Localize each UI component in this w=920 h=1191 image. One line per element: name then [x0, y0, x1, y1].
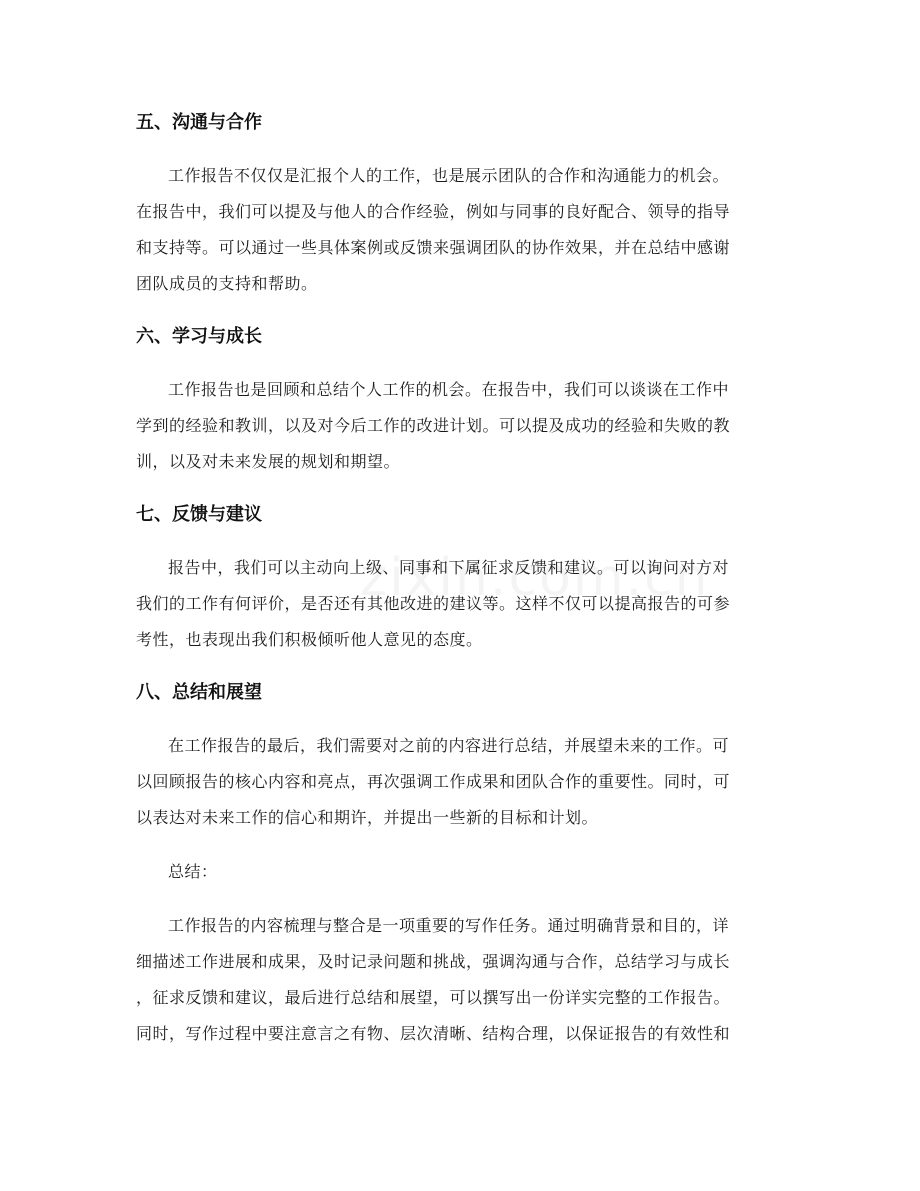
paragraph-line: 工作报告不仅仅是汇报个人的工作，也是展示团队的合作和沟通能力的机会。 — [168, 166, 730, 185]
paragraph-line: 工作报告的内容梳理与整合是一项重要的写作任务。通过明确背景和目的，详 — [168, 916, 730, 935]
paragraph-line: 细描述工作进展和成果，及时记录问题和挑战，强调沟通与合作，总结学习与成长 — [136, 952, 731, 971]
section-paragraph — [136, 158, 786, 302]
paragraph-line: 在报告中，我们可以提及与他人的合作经验，例如与同事的良好配合、领导的指导 — [136, 202, 731, 221]
summary-paragraph — [136, 908, 786, 1052]
paragraph-line: 工作报告也是回顾和总结个人工作的机会。在报告中，我们可以谈谈在工作中 — [168, 380, 730, 399]
paragraph-line: 报告中，我们可以主动向上级、同事和下属征求反馈和建议。可以询问对方对 — [168, 558, 730, 577]
summary-label: 总结： — [168, 862, 218, 881]
section-paragraph — [136, 372, 786, 480]
paragraph-line: 和支持等。可以通过一些具体案例或反馈来强调团队的协作效果，并在总结中感谢 — [136, 238, 731, 257]
section-heading: 五、沟通与合作 — [136, 112, 262, 133]
section-paragraph — [136, 550, 786, 658]
document-body — [136, 106, 786, 1070]
paragraph-line: ，征求反馈和建议，最后进行总结和展望，可以撰写出一份详实完整的工作报告。 — [136, 988, 731, 1007]
paragraph-line: 在工作报告的最后，我们需要对之前的内容进行总结，并展望未来的工作。可 — [168, 736, 730, 755]
paragraph-line: 以表达对未来工作的信心和期许，并提出一些新的目标和计划。 — [136, 808, 599, 827]
summary-label-paragraph — [136, 854, 786, 890]
paragraph-line: 我们的工作有何评价，是否还有其他改进的建议等。这样不仅可以提高报告的可参 — [136, 594, 731, 613]
section-heading: 六、学习与成长 — [136, 326, 262, 347]
paragraph-line: 训，以及对未来发展的规划和期望。 — [136, 452, 401, 471]
paragraph-line: 同时，写作过程中要注意言之有物、层次清晰、结构合理，以保证报告的有效性和 — [136, 1024, 731, 1043]
paragraph-line: 考性，也表现出我们积极倾听他人意见的态度。 — [136, 630, 483, 649]
section-heading: 七、反馈与建议 — [136, 504, 262, 525]
section-paragraph — [136, 728, 786, 836]
paragraph-line: 学到的经验和教训，以及对今后工作的改进计划。可以提及成功的经验和失败的教 — [136, 416, 731, 435]
paragraph-line: 以回顾报告的核心内容和亮点，再次强调工作成果和团队合作的重要性。同时，可 — [136, 772, 731, 791]
section-heading: 八、总结和展望 — [136, 682, 262, 703]
paragraph-line: 团队成员的支持和帮助。 — [136, 274, 318, 293]
